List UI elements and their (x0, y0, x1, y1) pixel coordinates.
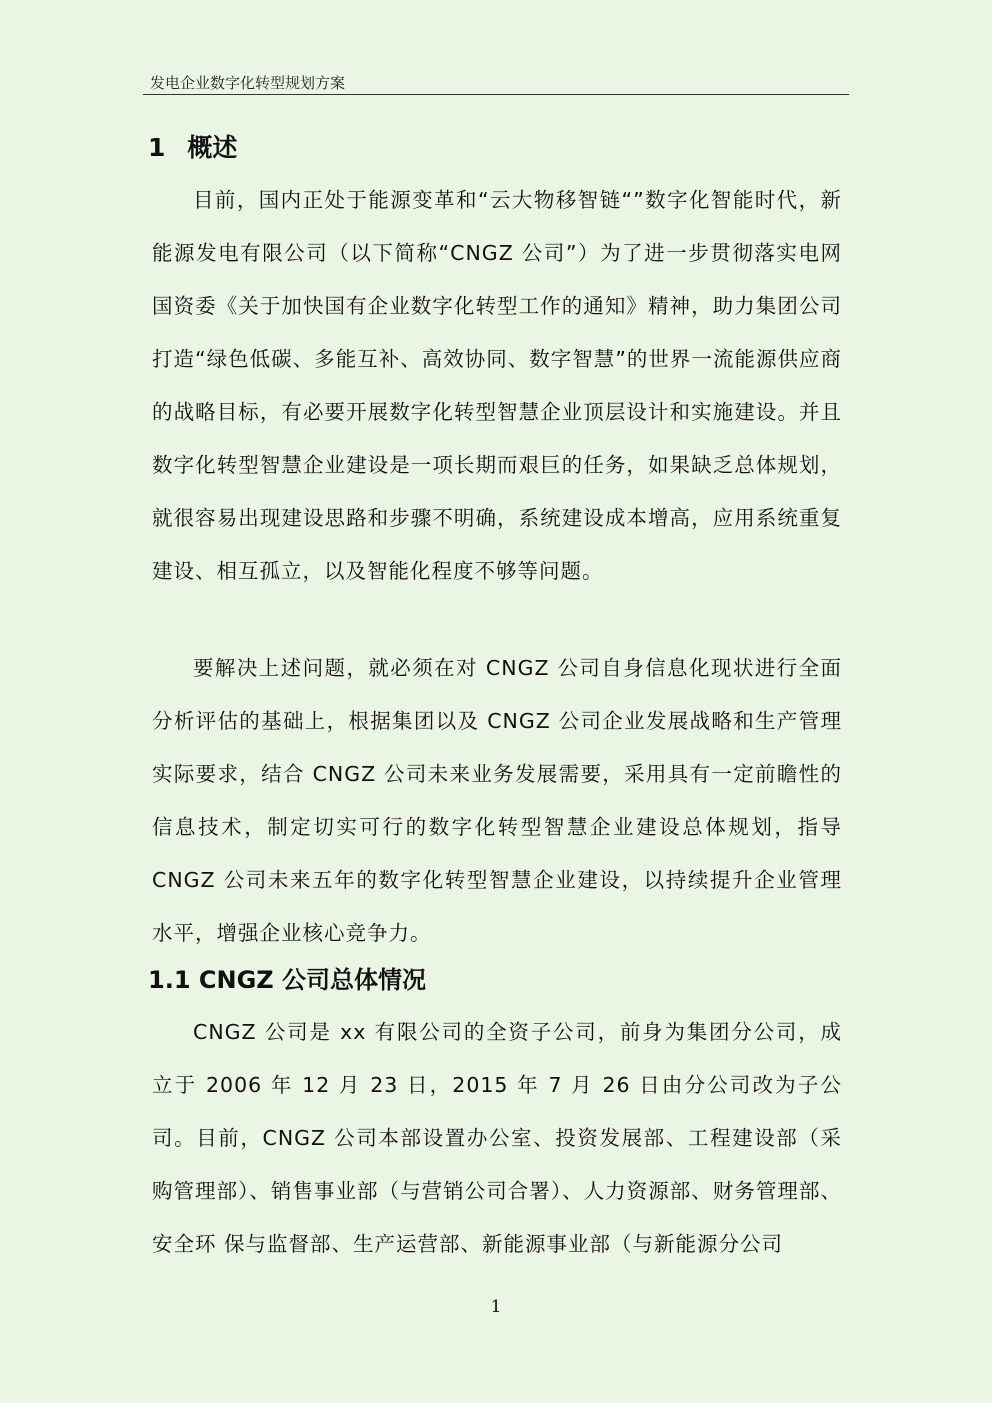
section-number: 1 (148, 133, 166, 162)
running-header: 发电企业数字化转型规划方案 (150, 74, 346, 92)
header-divider (143, 94, 849, 95)
page-number: 1 (490, 1297, 502, 1317)
body-paragraph: 目前，国内正处于能源变革和“云大物移智链“”数字化智能时代，新能源发电有限公司（以下简称“CNGZ 公司”）为了进一步贯彻落实电网国资委《关于加快国有企业数字化转型工作的通知》精神，助力集团公司打造“绿色低碳、多能互补、高效协同、数字智慧”的世界一流能源供应商的战略目标，有必要开展数字化转型智慧企业顶层设计和实施建设。并且数字化转型智慧企业建设是一项长期而艰巨的任务，如果缺乏总体规划，就很容易出现建设思路和步骤不明确，系统建设成本增高，应用系统重复建设、相互孤立，以及智能化程度不够等问题。 (152, 188, 842, 583)
body-paragraph: 要解决上述问题，就必须在对 CNGZ 公司自身信息化现状进行全面分析评估的基础上，根据集团以及 CNGZ 公司企业发展战略和生产管理实际要求，结合 CNGZ 公司未来业务发展需要，采用具有一定前瞻性的信息技术，制定切实可行的数字化转型智慧企业建设总体规划，指导 CNGZ 公司未来五年的数字化转型智慧企业建设，以持续提升企业管理水平，增强企业核心竞争力。 (152, 656, 842, 945)
body-paragraph: CNGZ 公司是 xx 有限公司的全资子公司，前身为集团分公司，成立于 2006 年 12 月 23 日，2015 年 7 月 26 日由分公司改为子公司。目前，CNGZ 公司本部设置办公室、投资发展部、工程建设部（采购管理部）、销售事业部（与营销公司合署）、人力资源部、财务管理部、安全环 保与监督部、生产运营部、新能源事业部（与新能源分公司 (152, 1020, 842, 1256)
section-title: 概述 (187, 133, 238, 162)
section-heading (148, 128, 237, 164)
subsection-heading: 1.1 CNGZ 公司总体情况 (148, 966, 427, 994)
